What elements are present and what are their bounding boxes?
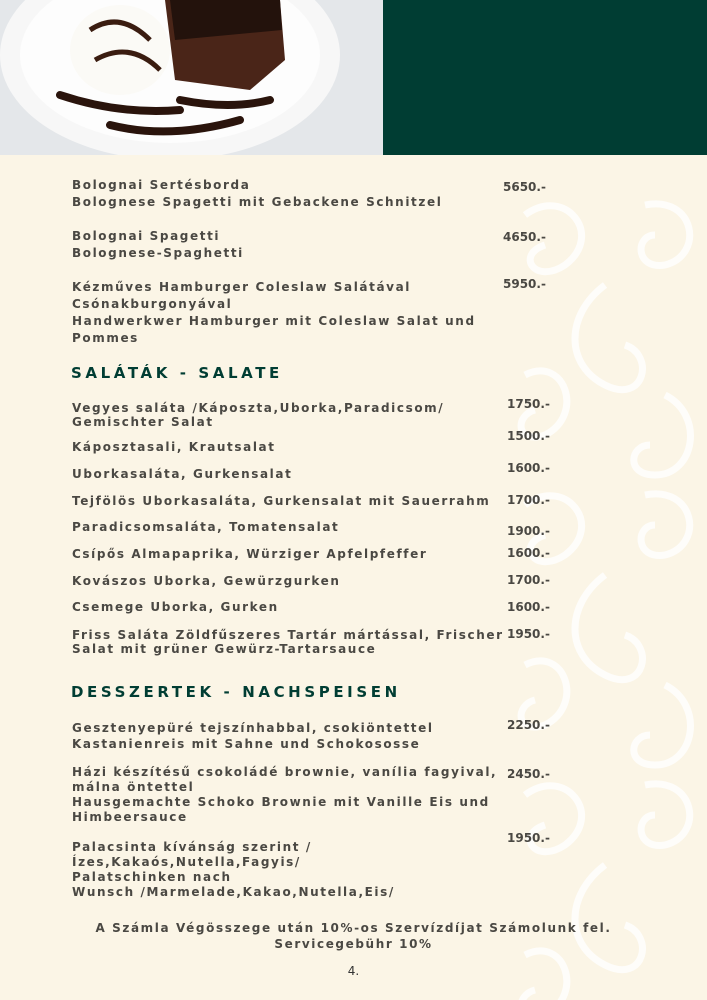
- menu-item: Házi készítésű csokoládé brownie, vanília fagyival, málna öntettel Hausgemachte Schoko Brownie mit Vanille Eis und Himbeersauce: [72, 765, 498, 824]
- item-price: 1700.-: [507, 493, 550, 507]
- item-price: 1500.-: [507, 429, 550, 443]
- menu-item: Csemege Uborka, Gurken: [72, 600, 279, 614]
- menu-item: Paradicsomsaláta, Tomatensalat: [72, 520, 340, 534]
- header-banner: [383, 0, 707, 155]
- dessert-photo: [0, 0, 383, 155]
- menu-item: Uborkasaláta, Gurkensalat: [72, 467, 293, 481]
- item-price: 2250.-: [507, 718, 550, 732]
- item-price: 1900.-: [507, 524, 550, 538]
- item-price: 1600.-: [507, 461, 550, 475]
- menu-item: Bolognai Spagetti Bolognese-Spaghetti: [72, 229, 244, 260]
- item-price: 5650.-: [503, 180, 546, 194]
- menu-item: Kovászos Uborka, Gewürzgurken: [72, 574, 341, 588]
- item-price: 4650.-: [503, 230, 546, 244]
- menu-item: Palacsinta kívánság szerint / Ízes,Kakaós,Nutella,Fagyis/ Palatschinken nach Wunsch /Marmelade,Kakao,Nutella,Eis/: [72, 840, 395, 899]
- item-price: 1950.-: [507, 627, 550, 641]
- menu-item: Bolognai Sertésborda Bolognese Spagetti mit Gebackene Schnitzel: [72, 178, 443, 209]
- item-price: 1700.-: [507, 573, 550, 587]
- item-price: 5950.-: [503, 277, 546, 291]
- swirl-pattern: [505, 195, 707, 1000]
- item-price: 1600.-: [507, 546, 550, 560]
- section-title-desserts: DESSZERTEK - NACHSPEISEN: [71, 683, 401, 701]
- menu-item: Káposztasali, Krautsalat: [72, 440, 276, 454]
- page-number: 4.: [347, 964, 360, 978]
- menu-item: Csípős Almapaprika, Würziger Apfelpfeffer: [72, 547, 428, 561]
- menu-item: Vegyes saláta /Káposzta,Uborka,Paradicsom/ Gemischter Salat: [72, 401, 445, 429]
- item-price: 1600.-: [507, 600, 550, 614]
- section-title-salads: SALÁTÁK - SALATE: [71, 364, 283, 382]
- item-price: 1950.-: [507, 831, 550, 845]
- menu-item: Kézműves Hamburger Coleslaw Salátával Csónakburgonyával Handwerkwer Hamburger mit Coleslaw Salat und Pommes: [72, 280, 476, 345]
- service-charge-note: A Számla Végösszege után 10%-os Szervízdíjat Számolunk fel. Servicegebühr 10%: [95, 921, 612, 951]
- item-price: 1750.-: [507, 397, 550, 411]
- item-price: 2450.-: [507, 767, 550, 781]
- menu-item: Gesztenyepüré tejszínhabbal, csokiöntettel Kastanienreis mit Sahne und Schokososse: [72, 721, 434, 751]
- menu-item: Friss Saláta Zöldfűszeres Tartár mártással, Frischer Salat mit grüner Gewürz-Tartarsauce: [72, 628, 504, 656]
- menu-item: Tejfölös Uborkasaláta, Gurkensalat mit Sauerrahm: [72, 494, 491, 508]
